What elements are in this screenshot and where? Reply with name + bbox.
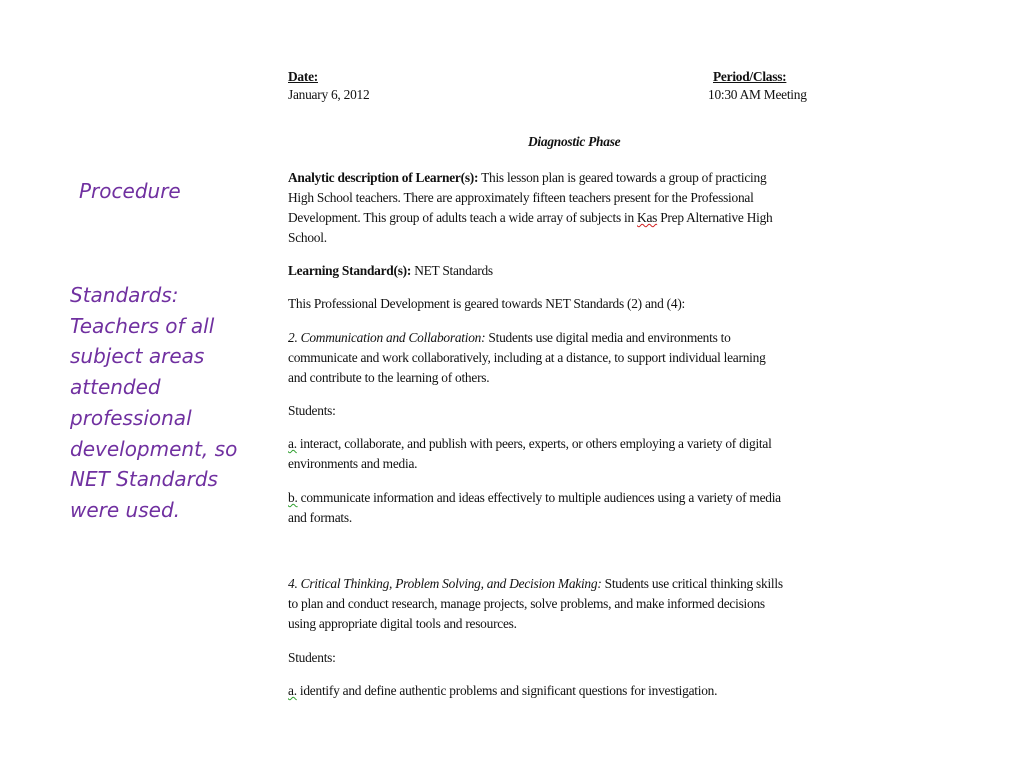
item-a-identify bbox=[288, 681, 717, 701]
standards-note-line: professional bbox=[70, 405, 192, 430]
learner-description bbox=[288, 168, 773, 248]
lesson-plan-document bbox=[288, 68, 888, 698]
period-block bbox=[708, 68, 807, 104]
document-header bbox=[288, 68, 888, 108]
standards-note-line: Standards: bbox=[70, 283, 179, 307]
item-letter: a. bbox=[288, 436, 297, 451]
learning-standard bbox=[288, 261, 493, 281]
learner-text: School. bbox=[288, 230, 327, 245]
learner-text: Prep Alternative High bbox=[657, 210, 773, 225]
standards-note-line: attended bbox=[70, 375, 161, 400]
learning-standard-label: Learning Standard(s): bbox=[288, 263, 412, 278]
students-label-1 bbox=[288, 401, 336, 421]
standard-4-critical-thinking bbox=[288, 574, 783, 634]
standard-4-text: using appropriate digital tools and resources. bbox=[288, 616, 517, 631]
learner-text: Development. This group of adults teach a wide array of subjects in bbox=[288, 210, 638, 225]
period-value: 10:30 AM Meeting bbox=[708, 87, 807, 102]
standard-2-text: Students use digital media and environments to bbox=[485, 330, 731, 345]
learner-text: High School teachers. There are approximately fifteen teachers present for the Professional bbox=[288, 190, 754, 205]
item-text: communicate information and ideas effectively to multiple audiences using a variety of media bbox=[297, 490, 781, 505]
item-text: environments and media. bbox=[288, 456, 418, 471]
item-letter: a. bbox=[288, 683, 297, 698]
standards-note-line: Teachers of all bbox=[70, 313, 215, 338]
procedure-heading: Procedure bbox=[79, 179, 181, 203]
learner-text: This lesson plan is geared towards a group of practicing bbox=[478, 170, 767, 185]
standard-2-communication bbox=[288, 328, 766, 388]
item-b-communicate bbox=[288, 488, 781, 528]
date-block bbox=[288, 68, 369, 104]
standards-note-line: subject areas bbox=[70, 344, 205, 369]
period-label: Period/Class: bbox=[713, 69, 787, 84]
standards-note bbox=[70, 280, 260, 526]
standard-4-title: 4. Critical Thinking, Problem Solving, and Decision Making: bbox=[288, 576, 602, 591]
learning-standard-value: NET Standards bbox=[411, 263, 493, 278]
item-a-interact bbox=[288, 434, 772, 474]
students-label: Students: bbox=[288, 650, 336, 665]
learner-label: Analytic description of Learner(s): bbox=[288, 170, 479, 185]
standard-2-text: and contribute to the learning of others. bbox=[288, 370, 490, 385]
standard-4-text: to plan and conduct research, manage projects, solve problems, and make informed decisions bbox=[288, 596, 765, 611]
standard-2-text: communicate and work collaboratively, including at a distance, to support individual learning bbox=[288, 350, 766, 365]
standard-4-text: Students use critical thinking skills bbox=[601, 576, 783, 591]
standard-2-title: 2. Communication and Collaboration: bbox=[288, 330, 486, 345]
item-text: and formats. bbox=[288, 510, 352, 525]
item-letter: b. bbox=[288, 490, 298, 505]
item-text: interact, collaborate, and publish with peers, experts, or others employing a variety of digital bbox=[296, 436, 772, 451]
students-label: Students: bbox=[288, 403, 336, 418]
item-text: identify and define authentic problems and significant questions for investigation. bbox=[296, 683, 718, 698]
geared-text: This Professional Development is geared towards NET Standards (2) and (4): bbox=[288, 296, 686, 311]
date-value: January 6, 2012 bbox=[288, 87, 370, 102]
students-label-2 bbox=[288, 648, 336, 668]
spellcheck-word: Kas bbox=[637, 210, 658, 225]
standards-note-line: NET Standards bbox=[70, 467, 218, 492]
date-label: Date: bbox=[288, 69, 318, 84]
standards-note-line: were used. bbox=[70, 497, 180, 522]
phase-title: Diagnostic Phase bbox=[528, 134, 621, 149]
standards-note-line: development, so bbox=[70, 436, 238, 461]
geared-statement bbox=[288, 294, 685, 314]
